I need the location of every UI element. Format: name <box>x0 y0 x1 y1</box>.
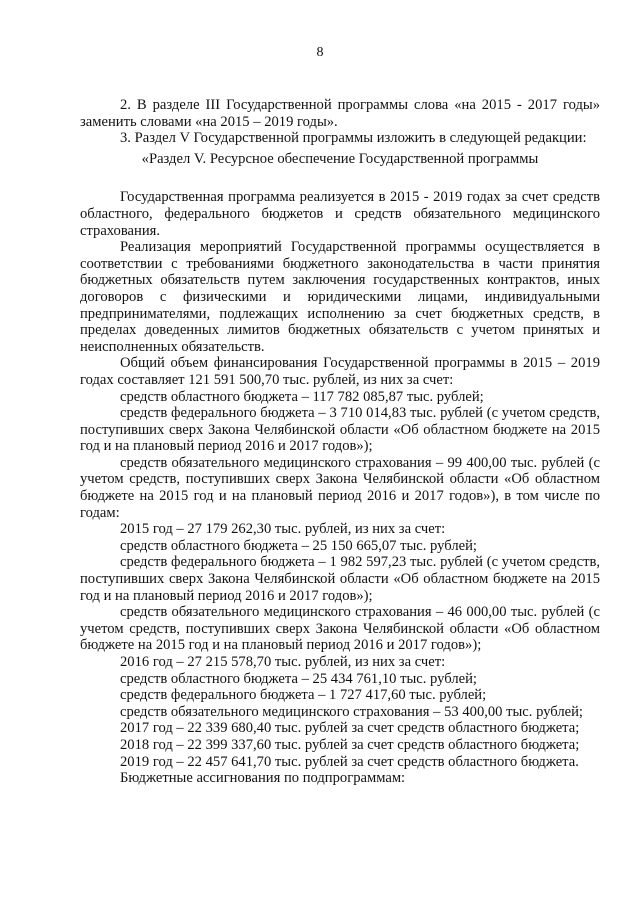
funding-regional-total: средств областного бюджета – 117 782 085,87 тыс. рублей; <box>120 388 484 405</box>
funding-insurance-total: средств обязательного медицинского страхования – 99 400,00 тыс. рублей (с учетом средств, поступивших сверх Закона Челябинской области «Об областном бюджете на 2015 год и на плановый период 2016 и 2017 годов»), в том числе по годам: <box>80 454 600 521</box>
year-2015-total: 2015 год – 27 179 262,30 тыс. рублей, из них за счет: <box>120 521 446 538</box>
year-2016-total: 2016 год – 27 215 578,70 тыс. рублей, из них за счет: <box>120 654 446 670</box>
year-2015-federal: средств федерального бюджета – 1 982 597,23 тыс. рублей (с учетом средств, поступивших сверх Закона Челябинской области «Об областном бюджете на 2015 год и на плановый период 2016 и 2017 годов»); <box>80 554 600 604</box>
paragraph-amendment-2: 2. В разделе III Государственной программы слова «на 2015 - 2017 годы» заменить словами «на 2015 – 2019 годы». <box>80 97 600 130</box>
year-2017-total: 2017 год – 22 339 680,40 тыс. рублей за счет средств областного бюджета; <box>120 720 580 737</box>
subprogram-allocations-heading: Бюджетные ассигнования по подпрограммам: <box>120 770 406 787</box>
paragraph-program-period: Государственная программа реализуется в 2015 - 2019 годах за счет средств областного, федерального бюджетов и средств обязательного медицинского страхования. <box>80 189 600 239</box>
year-2016-regional: средств областного бюджета – 25 434 761,10 тыс. рублей; <box>120 670 477 687</box>
page-number: 8 <box>316 45 324 60</box>
funding-federal-total: средств федерального бюджета – 3 710 014,83 тыс. рублей (с учетом средств, поступивших сверх Закона Челябинской области «Об областном бюджете на 2015 год и на плановый период 2016 и 2017 годов»); <box>80 405 600 455</box>
year-2016-federal: средств федерального бюджета – 1 727 417,60 тыс. рублей; <box>120 687 487 704</box>
year-2019-total: 2019 год – 22 457 641,70 тыс. рублей за счет средств областного бюджета. <box>120 753 579 770</box>
year-2015-regional: средств областного бюджета – 25 150 665,07 тыс. рублей; <box>120 537 477 554</box>
year-2016-insurance: средств обязательного медицинского страхования – 53 400,00 тыс. рублей; <box>120 703 583 720</box>
year-2018-total: 2018 год – 22 399 337,60 тыс. рублей за счет средств областного бюджета; <box>120 736 580 753</box>
paragraph-amendment-3: 3. Раздел V Государственной программы изложить в следующей редакции: <box>120 130 587 147</box>
paragraph-implementation: Реализация мероприятий Государственной программы осуществляется в соответствии с требованиями бюджетного законодательства в части принятия бюджетных обязательств путем заключения государственных контрактов, иных договоров с физическими и юридическими лицами, индивидуальными предпринимателями, подлежащих исполнению за счет бюджетных средств, в пределах доведенных лимитов бюджетных обязательств с учетом принятых и неисполненных обязательств. <box>80 239 600 355</box>
document-body <box>80 97 600 787</box>
section-title: «Раздел V. Ресурсное обеспечение Государственной программы <box>141 150 539 167</box>
year-2015-insurance: средств обязательного медицинского страхования – 46 000,00 тыс. рублей (с учетом средств, поступивших сверх Закона Челябинской области «Об областном бюджете на 2015 год и на плановый период 2016 и 2017 годов»); <box>80 604 600 654</box>
paragraph-total-funding: Общий объем финансирования Государственной программы в 2015 – 2019 годах составляет 121 591 500,70 тыс. рублей, из них за счет: <box>80 355 600 388</box>
